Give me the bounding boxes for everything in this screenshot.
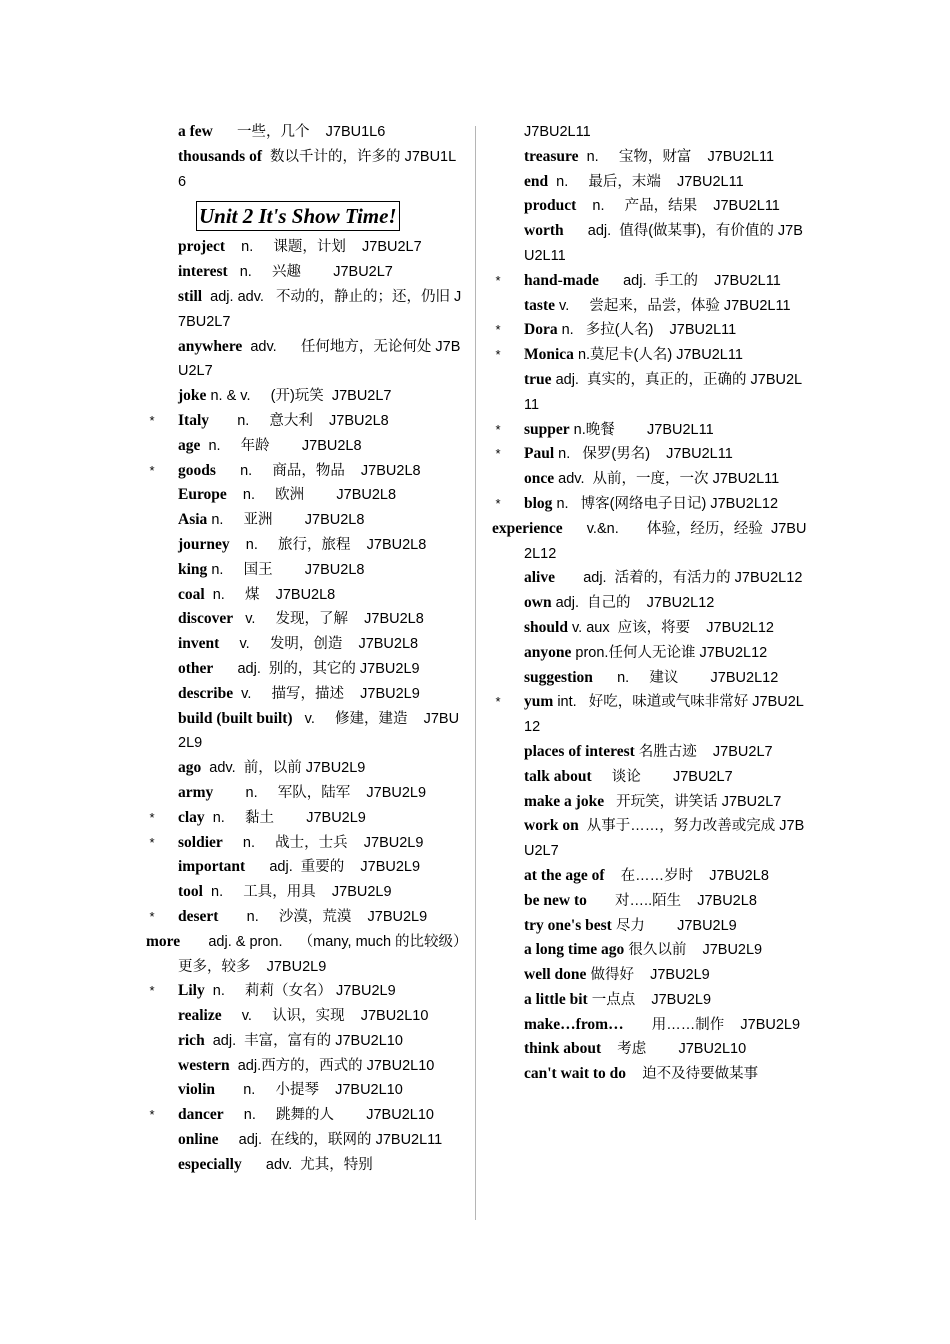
- vocab-word: anyone: [524, 643, 572, 661]
- vocab-definition: n. 课题，计划 J7BU2L7: [225, 239, 422, 256]
- vocab-word: can't wait to do: [524, 1065, 627, 1083]
- vocab-definition: 迫不及待要做某事: [626, 1066, 759, 1083]
- vocab-word: army: [178, 783, 214, 801]
- vocab-word: king: [178, 560, 208, 578]
- vocab-definition: adj. adv. 不动的，静止的；还，仍旧 J7BU2L7: [178, 288, 462, 330]
- vocab-word: well done: [524, 966, 587, 984]
- vocab-definition: n. 保罗(男名) J7BU2L11: [554, 446, 733, 463]
- vocab-entry: [146, 1029, 464, 1054]
- optional-marker: *: [495, 446, 501, 462]
- vocab-definition: n. 博客(网络电子日记) J7BU2L12: [552, 495, 779, 512]
- vocab-entry: [492, 616, 810, 641]
- vocab-word: at the age of: [524, 866, 605, 884]
- vocab-definition: v. aux 应该，将要 J7BU2L12: [567, 619, 774, 636]
- vocab-word: taste: [524, 296, 555, 314]
- vocab-word: other: [178, 659, 214, 677]
- vocab-entry: [492, 790, 810, 815]
- vocab-entry: [146, 632, 464, 657]
- vocab-definition: 名胜古迹 J7BU2L7: [634, 743, 773, 760]
- vocab-definition: adj. 值得(做某事)，有价值的 J7BU2L11: [524, 223, 803, 264]
- vocab-definition: n. 建议 J7BU2L12: [592, 669, 779, 686]
- vocab-word: think about: [524, 1040, 602, 1058]
- vocab-entry: [492, 219, 810, 269]
- vocab-definition: adv. 任何地方，无论何处 J7BU2L7: [178, 338, 461, 380]
- vocab-entry: [146, 880, 464, 905]
- vocab-word: work on: [524, 817, 579, 835]
- vocab-entry: [492, 442, 810, 467]
- vocab-definition: n. & v. (开)玩笑 J7BU2L7: [206, 388, 392, 405]
- vocab-entry: [146, 682, 464, 707]
- vocab-word: places of interest: [524, 742, 635, 760]
- optional-marker: *: [149, 908, 155, 924]
- vocab-word: interest: [178, 263, 228, 281]
- vocab-entry: [146, 607, 464, 632]
- vocab-definition: n.晚餐 J7BU2L11: [569, 421, 714, 438]
- vocab-word: invent: [178, 635, 220, 653]
- optional-marker: *: [149, 412, 155, 428]
- vocab-definition: adj. 丰富，富有的 J7BU2L10: [204, 1032, 403, 1049]
- vocab-entry: [492, 517, 810, 567]
- vocab-word: joke: [178, 387, 207, 405]
- vocab-definition: adj. 重要的 J7BU2L9: [245, 859, 421, 876]
- vocab-entry: [492, 740, 810, 765]
- vocab-entry: [492, 591, 810, 616]
- vocab-entry: [146, 1153, 464, 1178]
- optional-marker: *: [495, 495, 501, 511]
- vocab-definition: adj. 活着的，有活力的 J7BU2L12: [555, 570, 803, 587]
- vocab-definition: n. 小提琴 J7BU2L10: [215, 1082, 403, 1099]
- vocab-entry: [492, 1037, 810, 1062]
- vocab-entry: [146, 905, 464, 930]
- vocab-word: yum: [524, 693, 554, 711]
- vocab-word: be new to: [524, 891, 587, 909]
- vocab-entry: [146, 930, 464, 980]
- vocab-entry: [146, 434, 464, 459]
- optional-marker: *: [495, 272, 501, 288]
- vocab-entry: [146, 459, 464, 484]
- vocab-word: important: [178, 858, 246, 876]
- vocab-entry: [492, 467, 810, 492]
- vocab-definition: n. 跳舞的人 J7BU2L10: [223, 1107, 434, 1124]
- vocab-word: experience: [492, 519, 563, 537]
- vocab-entry: [146, 260, 464, 285]
- vocab-word: should: [524, 618, 568, 636]
- vocab-word: true: [524, 370, 552, 388]
- vocab-entry: [146, 831, 464, 856]
- vocab-definition: adj. 自己的 J7BU2L12: [551, 595, 715, 612]
- vocab-word: violin: [178, 1081, 216, 1099]
- vocab-definition: 尽力 J7BU2L9: [611, 917, 737, 934]
- vocab-definition: 一点点 J7BU2L9: [587, 991, 712, 1008]
- vocab-definition: adj. 在线的，联网的 J7BU2L11: [218, 1132, 443, 1149]
- vocab-word: western: [178, 1056, 230, 1074]
- vocab-word: Dora: [524, 321, 558, 339]
- optional-marker: *: [495, 322, 501, 338]
- vocab-word: hand-made: [524, 271, 599, 289]
- vocab-word: coal: [178, 585, 205, 603]
- vocab-word: journey: [178, 535, 230, 553]
- vocab-word: Paul: [524, 445, 555, 463]
- vocab-definition: 很久以前 J7BU2L9: [624, 942, 763, 959]
- vocab-definition: n. 工具，用具 J7BU2L9: [202, 884, 392, 901]
- vocab-definition: J7BU2L11: [524, 124, 591, 140]
- vocab-word: Lily: [178, 982, 205, 1000]
- vocab-entry: [146, 558, 464, 583]
- vocab-entry: [146, 583, 464, 608]
- vocab-word: goods: [178, 461, 216, 479]
- vocab-entry: [146, 657, 464, 682]
- vocab-word: ago: [178, 759, 202, 777]
- vocab-word: build (built built): [178, 709, 293, 727]
- vocab-word: Europe: [178, 486, 227, 504]
- vocab-entry: [492, 814, 810, 864]
- vocab-definition: n. 莉莉（女名） J7BU2L9: [204, 983, 396, 1000]
- vocab-definition: n. 宝物，财富 J7BU2L11: [578, 148, 775, 165]
- vocab-entry: [492, 343, 810, 368]
- optional-marker: *: [149, 1107, 155, 1123]
- vocab-definition: n. 兴趣 J7BU2L7: [227, 264, 393, 281]
- vocab-entry: [146, 145, 464, 195]
- vocab-word: tool: [178, 883, 203, 901]
- vocab-entry: [492, 666, 810, 691]
- vocab-word: project: [178, 238, 226, 256]
- optional-marker: *: [149, 834, 155, 850]
- vocab-word: online: [178, 1131, 219, 1149]
- vocab-entry: [146, 384, 464, 409]
- vocab-entry: [146, 483, 464, 508]
- vocab-entry: [492, 690, 810, 740]
- vocab-word: suggestion: [524, 668, 593, 686]
- vocab-word: own: [524, 594, 552, 612]
- vocab-word: worth: [524, 222, 564, 240]
- vocab-definition: 用……制作 J7BU2L9: [623, 1016, 801, 1033]
- column-divider: [475, 126, 476, 1220]
- vocab-definition: 开玩笑，讲笑话 J7BU2L7: [604, 793, 782, 810]
- vocab-entry: [492, 269, 810, 294]
- vocab-entry: [146, 1128, 464, 1153]
- vocab-entry: [492, 120, 810, 145]
- vocab-definition: n. 亚洲 J7BU2L8: [207, 512, 365, 529]
- vocab-word: clay: [178, 808, 205, 826]
- vocab-definition: n. 黏土 J7BU2L9: [204, 809, 366, 826]
- vocab-definition: n. 军队，陆军 J7BU2L9: [213, 784, 427, 801]
- vocab-word: realize: [178, 1007, 222, 1025]
- vocab-definition: 谈论 J7BU2L7: [591, 768, 733, 785]
- vocab-word: product: [524, 197, 577, 215]
- vocab-definition: v. 尝起来，品尝，体验 J7BU2L11: [555, 297, 791, 314]
- vocab-entry: [146, 285, 464, 335]
- vocab-entry: [146, 756, 464, 781]
- vocab-word: still: [178, 287, 203, 305]
- vocab-definition: n. 年龄 J7BU2L8: [200, 437, 362, 454]
- vocab-word: anywhere: [178, 337, 243, 355]
- vocab-definition: adj.西方的，西式的 J7BU2L10: [229, 1057, 435, 1074]
- vocab-definition: v. 描写，描述 J7BU2L9: [233, 685, 420, 702]
- vocab-definition: n. 战士，士兵 J7BU2L9: [222, 834, 424, 851]
- vocab-entry: [492, 765, 810, 790]
- vocab-definition: v.&n. 体验，经历，经验 J7BU2L12: [524, 520, 807, 562]
- vocab-definition: n. 旅行，旅程 J7BU2L8: [229, 536, 427, 553]
- vocab-definition: v. 发现，了解 J7BU2L8: [233, 611, 424, 628]
- vocab-word: a little bit: [524, 990, 588, 1008]
- optional-marker: *: [495, 347, 501, 363]
- vocab-definition: 做得好 J7BU2L9: [586, 967, 710, 984]
- vocab-word: describe: [178, 684, 234, 702]
- left-column: [146, 120, 464, 1178]
- vocab-word: try one's best: [524, 916, 612, 934]
- right-column: [492, 120, 810, 1087]
- vocab-entry: [492, 1013, 810, 1038]
- optional-marker: *: [149, 983, 155, 999]
- unit-heading-wrap: [146, 201, 464, 231]
- vocab-definition: n. 煤 J7BU2L8: [204, 586, 336, 603]
- optional-marker: *: [495, 694, 501, 710]
- vocab-word: Asia: [178, 511, 208, 529]
- vocab-entry: [146, 806, 464, 831]
- vocab-definition: n. 最后，末端 J7BU2L11: [548, 173, 744, 190]
- vocab-definition: int. 好吃，味道或气味非常好 J7BU2L12: [524, 694, 804, 736]
- vocab-word: end: [524, 172, 549, 190]
- vocab-definition: 一些，几个 J7BU1L6: [212, 124, 386, 140]
- vocab-entry: [146, 1054, 464, 1079]
- vocab-definition: adv. 尤其，特别: [241, 1156, 373, 1173]
- vocab-entry: [492, 418, 810, 443]
- vocab-entry: [146, 235, 464, 260]
- vocab-definition: v. 修建，建造 J7BU2L9: [178, 710, 460, 752]
- vocab-word: thousands of: [178, 147, 262, 165]
- vocab-entry: [492, 566, 810, 591]
- vocab-definition: n. 商品，物品 J7BU2L8: [215, 462, 421, 479]
- vocab-entry: [492, 368, 810, 418]
- vocab-entry: [146, 533, 464, 558]
- vocab-entry: [146, 707, 464, 757]
- vocab-entry: [146, 781, 464, 806]
- vocab-entry: [492, 1062, 810, 1087]
- vocab-word: treasure: [524, 147, 579, 165]
- vocab-word: discover: [178, 610, 234, 628]
- vocab-definition: 从事于……，努力改善或完成 J7BU2L7: [524, 818, 805, 860]
- vocab-entry: [492, 492, 810, 517]
- optional-marker: *: [149, 809, 155, 825]
- vocab-entry: [146, 409, 464, 434]
- vocab-definition: 在……岁时 J7BU2L8: [604, 867, 769, 884]
- vocab-entry: [146, 979, 464, 1004]
- vocab-entry: [146, 1004, 464, 1029]
- vocab-word: desert: [178, 907, 219, 925]
- vocab-word: once: [524, 470, 555, 488]
- vocab-entry: [492, 988, 810, 1013]
- vocab-word: age: [178, 436, 201, 454]
- vocab-word: dancer: [178, 1106, 224, 1124]
- vocab-word: more: [146, 932, 181, 950]
- vocab-word: Italy: [178, 411, 209, 429]
- vocab-word: blog: [524, 494, 553, 512]
- vocab-word: a long time ago: [524, 941, 625, 959]
- vocab-word: alive: [524, 569, 555, 587]
- vocab-definition: pron.任何人无论谁 J7BU2L12: [571, 644, 768, 661]
- vocab-entry: [492, 889, 810, 914]
- vocab-entry: [492, 641, 810, 666]
- vocab-definition: 对…..陌生 J7BU2L8: [586, 892, 757, 909]
- vocab-definition: v. 发明，创造 J7BU2L8: [219, 636, 419, 653]
- vocab-definition: adv. 从前，一度，一次 J7BU2L11: [554, 471, 780, 488]
- vocab-definition: n. 沙漠，荒漠 J7BU2L9: [218, 908, 428, 925]
- vocab-entry: [146, 508, 464, 533]
- vocab-entry: [492, 294, 810, 319]
- vocab-definition: n. 欧洲 J7BU2L8: [226, 487, 397, 504]
- vocab-word: make…from…: [524, 1015, 624, 1033]
- vocab-definition: adj. & pron. （many, much 的比较级）更多，较多 J7BU2L9: [178, 933, 461, 975]
- vocab-definition: n. 国王 J7BU2L8: [207, 561, 365, 578]
- vocab-entry: [492, 145, 810, 170]
- vocab-word: a few: [178, 123, 213, 140]
- vocab-entry: [492, 914, 810, 939]
- vocab-definition: n. 产品，结果 J7BU2L11: [576, 198, 780, 215]
- vocab-word: supper: [524, 420, 570, 438]
- vocab-definition: 考虑 J7BU2L10: [601, 1041, 747, 1058]
- vocab-definition: n. 意大利 J7BU2L8: [209, 412, 389, 429]
- optional-marker: *: [149, 462, 155, 478]
- vocab-entry: [492, 318, 810, 343]
- vocab-definition: v. 认识，实现 J7BU2L10: [221, 1008, 429, 1025]
- vocab-definition: 数以千计的，许多的 J7BU1L6: [178, 148, 457, 190]
- vocab-word: talk about: [524, 767, 592, 785]
- vocab-definition: adj. 手工的 J7BU2L11: [598, 272, 781, 289]
- vocab-definition: adj. 别的，其它的 J7BU2L9: [213, 660, 420, 677]
- vocab-entry: [146, 1103, 464, 1128]
- vocab-entry: [146, 120, 464, 145]
- vocab-entry: [492, 194, 810, 219]
- vocab-word: rich: [178, 1031, 205, 1049]
- vocab-definition: adj. 真实的，真正的，正确的 J7BU2L11: [524, 371, 803, 413]
- vocab-word: especially: [178, 1155, 242, 1173]
- vocab-word: Monica: [524, 346, 574, 364]
- vocab-entry: [492, 864, 810, 889]
- vocab-entry: [146, 335, 464, 385]
- vocab-entry: [146, 855, 464, 880]
- vocab-word: soldier: [178, 833, 223, 851]
- unit-heading: Unit 2 It's Show Time!: [196, 201, 400, 231]
- vocab-entry: [492, 170, 810, 195]
- vocab-definition: n. 多拉(人名) J7BU2L11: [557, 322, 737, 339]
- vocab-entry: [492, 938, 810, 963]
- vocab-word: make a joke: [524, 792, 605, 810]
- vocab-entry: [146, 1078, 464, 1103]
- vocab-entry: [492, 963, 810, 988]
- optional-marker: *: [495, 421, 501, 437]
- vocab-definition: n.莫尼卡(人名) J7BU2L11: [573, 347, 743, 364]
- vocab-definition: adv. 前，以前 J7BU2L9: [201, 760, 366, 777]
